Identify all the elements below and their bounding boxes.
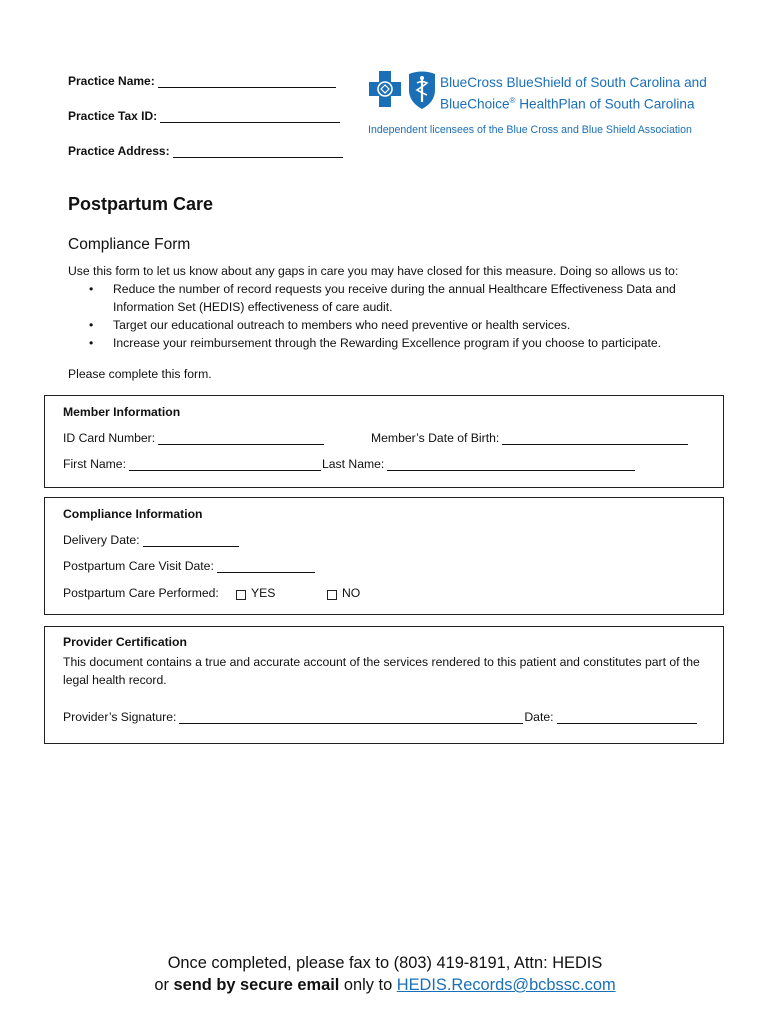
- or-text: or: [154, 976, 174, 994]
- intro-bullet: • Target our educational outreach to members who need preventive or health services.: [68, 316, 718, 334]
- only-to-text: only to: [339, 976, 397, 994]
- practice-address-label: Practice Address:: [68, 144, 170, 158]
- no-option[interactable]: [327, 586, 360, 600]
- practice-name-label: Practice Name:: [68, 74, 155, 88]
- id-card-number-field[interactable]: [158, 432, 324, 445]
- intro-bullets: [68, 280, 718, 352]
- compliance-information-section: [44, 497, 724, 615]
- practice-name-row: [68, 70, 343, 88]
- compliance-information-title: Compliance Information: [63, 507, 203, 521]
- member-dob-label: Member’s Date of Birth:: [371, 431, 500, 445]
- member-information-section: [44, 395, 724, 488]
- practice-address-field[interactable]: [173, 144, 343, 158]
- no-checkbox[interactable]: [327, 590, 337, 600]
- yes-label: YES: [251, 586, 276, 600]
- visit-date-field[interactable]: [217, 560, 315, 573]
- last-name-field[interactable]: [387, 458, 635, 471]
- please-complete-text: Please complete this form.: [68, 367, 212, 381]
- first-name-label: First Name:: [63, 457, 126, 471]
- licensee-text: Independent licensees of the Blue Cross and Blue Shield Association: [368, 124, 692, 136]
- intro-lead: Use this form to let us know about any gaps in care you may have closed for this measure. Doing so allows us to:: [68, 264, 679, 278]
- signature-row: [63, 710, 697, 724]
- page-subtitle: Compliance Form: [68, 236, 191, 253]
- intro-bullet: • Increase your reimbursement through the Rewarding Excellence program if you choose to participate.: [68, 334, 718, 352]
- signature-date-field[interactable]: [557, 711, 697, 724]
- id-card-number-label: ID Card Number:: [63, 431, 156, 445]
- intro-text: [68, 262, 718, 352]
- visit-date-row: [63, 559, 315, 573]
- page-title: Postpartum Care: [68, 194, 214, 214]
- provider-certification-title: Provider Certification: [63, 635, 187, 649]
- member-dob-row: [371, 431, 688, 445]
- visit-date-label: Postpartum Care Visit Date:: [63, 559, 214, 573]
- signature-field[interactable]: [179, 711, 523, 724]
- no-label: NO: [342, 586, 361, 600]
- first-name-row: [63, 457, 635, 471]
- member-dob-field[interactable]: [502, 432, 688, 445]
- signature-label: Provider’s Signature:: [63, 710, 177, 724]
- logo-line-2b: HealthPlan of South Carolina: [515, 96, 695, 112]
- email-instructions: [0, 974, 770, 996]
- blue-cross-icon: [368, 70, 402, 108]
- intro-bullet: • Reduce the number of record requests you receive during the annual Healthcare Effectiveness Data and Information Set (HEDIS) effectiveness of care audit.: [68, 280, 718, 316]
- submission-instructions: [0, 952, 770, 996]
- fax-instructions: Once completed, please fax to (803) 419-8191, Attn: HEDIS: [167, 954, 603, 972]
- yes-checkbox[interactable]: [236, 590, 246, 600]
- bcbs-logo: [368, 68, 708, 140]
- hedis-email-link[interactable]: HEDIS.Records@bcbssc.com: [396, 976, 616, 994]
- id-card-number-row: [63, 431, 324, 445]
- care-performed-label: Postpartum Care Performed:: [63, 586, 219, 600]
- member-information-title: Member Information: [63, 405, 181, 419]
- practice-tax-id-row: [68, 88, 343, 123]
- care-performed-row: [63, 586, 219, 600]
- practice-address-row: [68, 123, 343, 158]
- logo-line-2a: BlueChoice: [440, 96, 510, 112]
- logo-company-names: [440, 74, 707, 114]
- certification-statement: This document contains a true and accurate account of the services rendered to this patient and constitutes part of the legal health record.: [63, 655, 700, 687]
- practice-name-field[interactable]: [158, 74, 336, 88]
- practice-tax-id-label: Practice Tax ID:: [68, 109, 158, 123]
- blue-shield-icon: [406, 70, 438, 110]
- registered-mark: ®: [509, 96, 516, 105]
- practice-info: [68, 70, 343, 158]
- last-name-label: Last Name:: [321, 457, 385, 471]
- logo-line-1: BlueCross BlueShield of South Carolina and: [440, 75, 707, 90]
- first-name-field[interactable]: [129, 458, 321, 471]
- secure-email-text: send by secure email: [173, 976, 340, 994]
- logo-line-2: [440, 92, 707, 114]
- delivery-date-row: [63, 533, 239, 547]
- delivery-date-field[interactable]: [143, 534, 239, 547]
- delivery-date-label: Delivery Date:: [63, 533, 140, 547]
- provider-certification-section: [44, 626, 724, 744]
- signature-date-label: Date:: [524, 710, 554, 724]
- logo-icons: [368, 70, 438, 110]
- practice-tax-id-field[interactable]: [160, 109, 340, 123]
- yes-option[interactable]: [236, 586, 275, 600]
